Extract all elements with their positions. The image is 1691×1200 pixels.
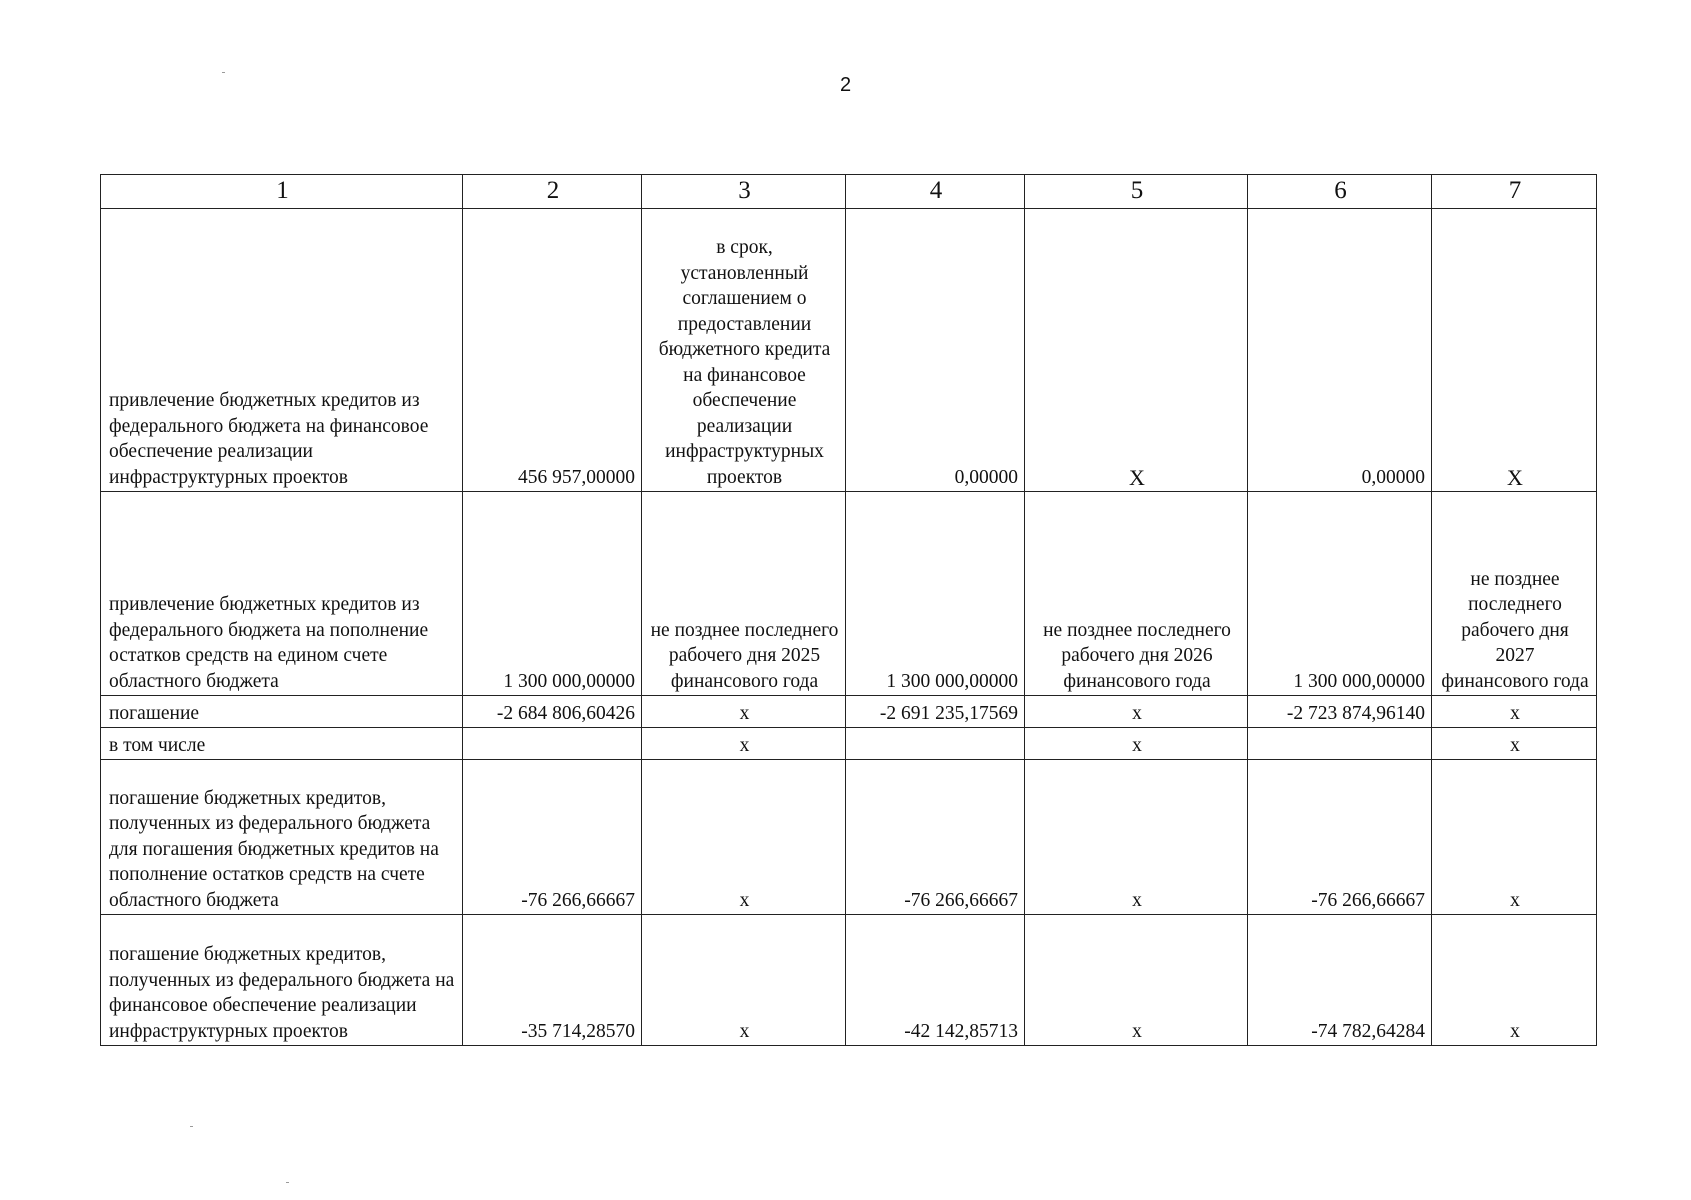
column-header-6: 6 [1248,175,1432,209]
term-2027: х [1432,760,1597,915]
scan-speck [286,1182,289,1183]
term-2025: х [642,728,846,760]
row-label: привлечение бюджетных кредитов из федерального бюджета на финансовое обеспечение реализации инфраструктурных проектов [101,209,463,492]
term-2025: не позднее последнего рабочего дня 2025 финансового года [642,492,846,696]
amount-2027 [1248,728,1432,760]
amount-2025 [463,728,642,760]
budget-borrowing-table [100,174,1597,1046]
term-2025: х [642,760,846,915]
row-label: привлечение бюджетных кредитов из федерального бюджета на пополнение остатков средств на едином счете областного бюджета [101,492,463,696]
row-label: в том числе [101,728,463,760]
term-2027: Х [1432,209,1597,492]
scan-speck [222,72,225,73]
table-row-balance-replenishment-attraction [101,492,1597,696]
amount-2026: -42 142,85713 [846,915,1025,1046]
amount-2026 [846,728,1025,760]
term-2026: Х [1025,209,1248,492]
table-row-repayment-balance-replenishment [101,760,1597,915]
term-2026: х [1025,915,1248,1046]
amount-2026: -2 691 235,17569 [846,696,1025,728]
term-2026: х [1025,728,1248,760]
table-row-including [101,728,1597,760]
amount-2027: -2 723 874,96140 [1248,696,1432,728]
column-number-row [101,175,1597,209]
amount-2026: 0,00000 [846,209,1025,492]
term-2025: в срок, установленный соглашением о предоставлении бюджетного кредита на финансовое обеспечение реализации инфраструктурных проектов [642,209,846,492]
column-header-2: 2 [463,175,642,209]
term-2026: не позднее последнего рабочего дня 2026 финансового года [1025,492,1248,696]
scan-speck [190,1126,193,1127]
amount-2025: 456 957,00000 [463,209,642,492]
amount-2025: -2 684 806,60426 [463,696,642,728]
term-2027: не позднее последнего рабочего дня 2027 финансового года [1432,492,1597,696]
amount-2027: -76 266,66667 [1248,760,1432,915]
column-header-1: 1 [101,175,463,209]
term-2027: х [1432,915,1597,1046]
term-2027: х [1432,696,1597,728]
column-header-7: 7 [1432,175,1597,209]
column-header-3: 3 [642,175,846,209]
amount-2025: -35 714,28570 [463,915,642,1046]
amount-2027: 1 300 000,00000 [1248,492,1432,696]
term-2025: х [642,915,846,1046]
term-2025: х [642,696,846,728]
term-2026: х [1025,760,1248,915]
row-label: погашение бюджетных кредитов, полученных из федерального бюджета на финансовое обеспечение реализации инфраструктурных проектов [101,915,463,1046]
table-row-infrastructure-credit-attraction [101,209,1597,492]
amount-2026: -76 266,66667 [846,760,1025,915]
amount-2025: -76 266,66667 [463,760,642,915]
table-row-repayment-infrastructure [101,915,1597,1046]
table-row-repayment [101,696,1597,728]
page-number: 2 [839,74,852,96]
amount-2026: 1 300 000,00000 [846,492,1025,696]
column-header-5: 5 [1025,175,1248,209]
row-label: погашение [101,696,463,728]
column-header-4: 4 [846,175,1025,209]
amount-2027: 0,00000 [1248,209,1432,492]
amount-2027: -74 782,64284 [1248,915,1432,1046]
term-2027: х [1432,728,1597,760]
row-label: погашение бюджетных кредитов, полученных из федерального бюджета для погашения бюджетных кредитов на пополнение остатков средств на счете областного бюджета [101,760,463,915]
term-2026: х [1025,696,1248,728]
amount-2025: 1 300 000,00000 [463,492,642,696]
